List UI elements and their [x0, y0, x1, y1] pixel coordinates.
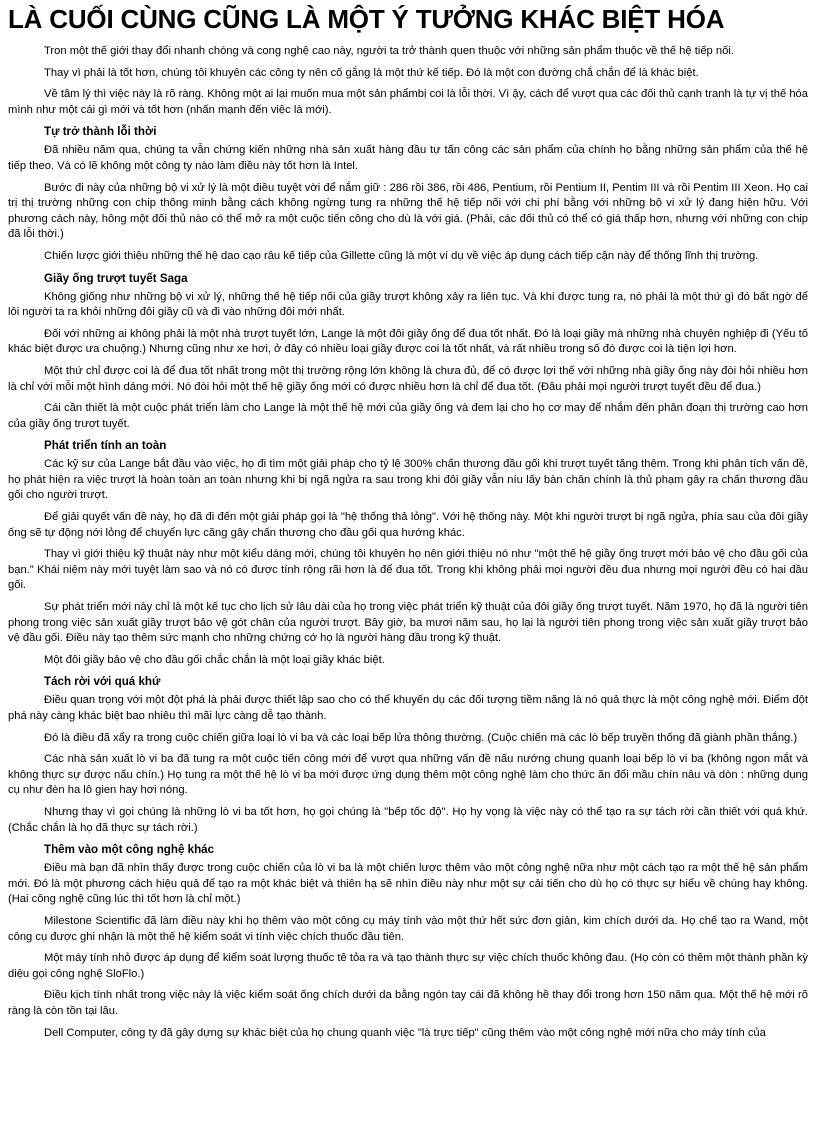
paragraph: Đó là điều đã xẩy ra trong cuộc chiến giữa loại lò vi ba và các loại bếp lửa thông thường. (Cuộc chiến mà các lò bếp truyền thống đã giành phần thắng.)	[44, 731, 798, 744]
paragraph: Thay vì giới thiệu kỹ thuật này như một kiểu dáng mới, chúng tôi khuyên họ nên giới thiệu nó như "một thế hệ giầy ống trượt mới bảo vệ cho đầu gối của bạn." Khái niệm này mới tuyệt làm sao và nó có được tính rộng rãi hơn là để đua tốt. Trong khi không phải mọi người đều đua nhưng mọi người đều có hai đầu gối.	[8, 548, 808, 592]
paragraph: Không giống như những bộ vi xử lý, những thế hệ tiếp nối của giầy trượt không xảy ra liên tục. Và khi được tung ra, nó phải là một thứ gì đó bất ngờ để lôi người ta ra khỏi những đôi giầy cũ và đi vào những đôi mới nhất.	[8, 290, 808, 319]
page-title: LÀ CUỐI CÙNG CŨNG LÀ MỘT Ý TƯỞNG KHÁC BIỆT HÓA	[8, 4, 725, 34]
paragraph: Nhưng thay vì gọi chúng là những lò vi ba tốt hơn, họ gọi chúng là "bếp tốc độ". Họ hy vọng là việc này có thể tạo ra sự tách rời cần thiết với quá khứ. (Chắc chắn là họ đã thực sự tách rời.)	[8, 805, 808, 834]
paragraph: Một máy tính nhỏ được áp dụng để kiểm soát lượng thuốc tê tỏa ra và tạo thành thực sự việc chích thuốc không đau. (Họ còn có thêm một thành phần kỳ diệu gọi công nghệ SloFlo.)	[8, 952, 808, 980]
paragraph: Thay vì phải là tốt hơn, chúng tôi khuyên các công ty nên cố gắng là một thứ kế tiếp. Đó là một con đường chắ chắn để là khác biệt.	[44, 66, 699, 79]
paragraph: Điều quan trọng với một đột phá là phải được thiết lập sao cho có thể khuyến dụ các đối tượng tiềm năng là nó quả thực là một công nghệ mới. Điểm đột phá này càng khác biệt bao nhiêu thì mãi lực càng dễ tạo thành.	[8, 694, 808, 722]
paragraph: Một thứ chỉ được coi là để đua tốt nhất trong một thị trường rộng lớn không là chưa đủ, để có được lợi thế với những nhà giầy ống này đòi hỏi nhiều hơn là chỉ với mỗi một hình dáng mới. Nó đòi hỏi một thế hệ giầy ống mới có được nhiều hơn là chỉ để đua tốt. (Đâu phải mọi người trượt tuyết đều để đua.)	[8, 364, 808, 393]
paragraph: Đối với những ai không phải là một nhà trượt tuyết lớn, Lange là một đôi giầy ống để đua tốt nhất. Đó là loại giầy mà những nhà chuyên nghiệp đi (Yếu tố khác biệt được ưa chuộng.) Nhưng cũng như xe hơi, ở đây có nhiều loại giầy được coi là tốt nhất, và rất nhiều trong số đó được coi là tiện lợi hơn.	[8, 327, 808, 356]
section-heading: Phát triển tính an toàn	[44, 439, 167, 453]
paragraph: Bước đi này của những bộ vi xử lý là một điều tuyệt vời để nắm giữ : 286 rồi 386, rồi 486, Pentium, rồi Pentium II, Pentim III và rồi Pentim III Xeon. Họ cai trị thị trường những con chip thông minh bằng cách không ngừng tung ra những thế hệ tiếp nối với chi phí bằng với những bộ vi xử lý đang hiện hữu. Với phương cách này, hông một đối thủ nào có thể mở ra một cuộc tiến công cho dù là với giá. (Phải, các đối thủ có thể có giá thấp hơn, nhưng với những con chip đã lỗi thời.)	[8, 181, 808, 241]
paragraph: Chiến lược giới thiệu những thế hệ dao cạo râu kế tiếp của Gillette cũng là một ví dụ về việc áp dụng cách tiếp cận này để thống lĩnh thị trường.	[44, 249, 759, 262]
paragraph: Các kỹ sư của Lange bắt đầu vào việc, họ đi tìm một giải pháp cho tỷ lệ 300% chấn thương đầu gối khi trượt tuyết tăng thêm. Trong khi phân tích vấn đề, họ phát hiện ra việc trượt là hoàn toàn an toàn nhưng khi bị ngã ngửa ra sau trong khi đôi giầy vẫn níu lấy bàn chân chính là thủ phạm gây ra chấn thương đầu gối cho người trượt.	[8, 458, 808, 502]
paragraph: Điều mà bạn đã nhìn thấy được trong cuộc chiến của lò vi ba là một chiến lược thêm vào một công nghệ nữa như một cách tạo ra một thế hệ sản phẩm mới. Đó là một phương cách hiệu quả để tạo ra một khác biệt và thiên hạ sẽ nhìn điều này như một sự cải tiến cho dù họ có thực sự hiểu về chúng hay không. (Hai công nghệ cũng lúc thì tốt hơn là chỉ một.)	[8, 862, 808, 906]
paragraph: Một đôi giầy bảo vệ cho đầu gối chắc chắn là một loại giầy khác biệt.	[44, 653, 385, 666]
section-heading: Thêm vào một công nghệ khác	[44, 843, 215, 857]
paragraph: Milestone Scientific đã làm điều này khi họ thêm vào một công cụ máy tính vào một thứ hết sức đơn giản, kim chích dưới da. Họ chế tạo ra Wand, một công cụ được ghi nhận là một thế hệ kiểm soát vi tính việc chích thuốc đầu tiên.	[8, 914, 808, 943]
paragraph: Để giải quyết vấn đề này, họ đã đi đến một giải pháp gọi là "hệ thống thả lỏng". Với hệ thống này. Một khi người trượt bị ngã ngửa, phía sau của đôi giầy ống sẽ tự động nới lỏng để chuyển lực căng gây chấn thương cho đầu gối qua hướng khác.	[8, 511, 808, 539]
section-heading: Tách rời với quá khứ	[44, 675, 161, 689]
section-heading: Tự trở thành lỗi thời	[44, 125, 157, 139]
paragraph: Các nhà sản xuất lò vi ba đã tung ra một cuộc tiến công mới để vượt qua những vấn đề nấu nướng chung quanh loại bếp lò vi ba (không ngon mắt và không thực sự được nấu chín.) Họ tung ra một thế hệ lò vi ba mới được ứng dụng thêm một công nghệ làm cho thức ăn đổi mầu chín nâu và dòn : những dụng cụ như đèn ha lô gien hay hơi nóng.	[8, 753, 808, 797]
paragraph: Điều kịch tính nhất trong việc này là việc kiểm soát ống chích dưới da bằng ngón tay cái đã không hề thay đổi trong hơn 150 năm qua. Một thế hệ mới rõ ràng là còn tồn tại lâu.	[8, 989, 808, 1017]
paragraph: Về tâm lý thì việc này là rõ ràng. Không một ai lại muốn mua một sản phẩmbị coi là lỗi thời. Vì ậy, cách để vượt qua các đối thủ cạnh tranh là tự vị thế hóa mình như một cái gì mới và tốt hơn (nhấn mạnh đến việc là mới).	[8, 88, 808, 116]
document-page	[4, 0, 812, 1047]
paragraph: Tron một thế giới thay đổi nhanh chóng và cong nghệ cao này, người ta trở thành quen thuộc với những sản phẩm thuộc về thế hệ tiếp nối.	[44, 45, 734, 57]
paragraph: Cái cần thiết là một cuộc phát triển làm cho Lange là một thế hệ mới của giầy ống và đem lại cho họ cơ may để nhắm đến phân đoạn thị trường cao hơn của giầy ống trượt tuyết.	[8, 402, 808, 430]
paragraph: Dell Computer, công ty đã gây dựng sự khác biệt của họ chung quanh việc "là trực tiếp" cũng thêm vào một công nghệ mới nữa cho máy tính của	[44, 1026, 766, 1039]
paragraph: Đã nhiều năm qua, chúng ta vẫn chứng kiến những nhà sản xuất hàng đầu tự tấn công các sản phẩm của chính họ bằng những sản phẩm của thế hệ tiếp theo. Và có lẽ không một công ty nào làm điều này tốt hơn là Intel.	[8, 144, 808, 172]
paragraph: Sự phát triển mới này chỉ là một kế tục cho lịch sử lâu dài của họ trong việc phát triển kỹ thuật của đôi giầy ống trượt tuyết. Năm 1970, họ đã là người tiên phong trong việc sản xuất giầy trượt bảo vệ gót chân của người trượt. Bây giờ, ba mươi năm sau, họ lại là người tiên phong trong việc sản xuất giầy trượt bảo vệ đầu gối. Điều này tạo thêm sức mạnh cho những chứng cớ họ là người hàng đầu trong kỹ thuật.	[8, 601, 808, 645]
section-heading: Giầy ống trượt tuyết Saga	[44, 271, 188, 285]
article-body	[4, 34, 812, 1041]
